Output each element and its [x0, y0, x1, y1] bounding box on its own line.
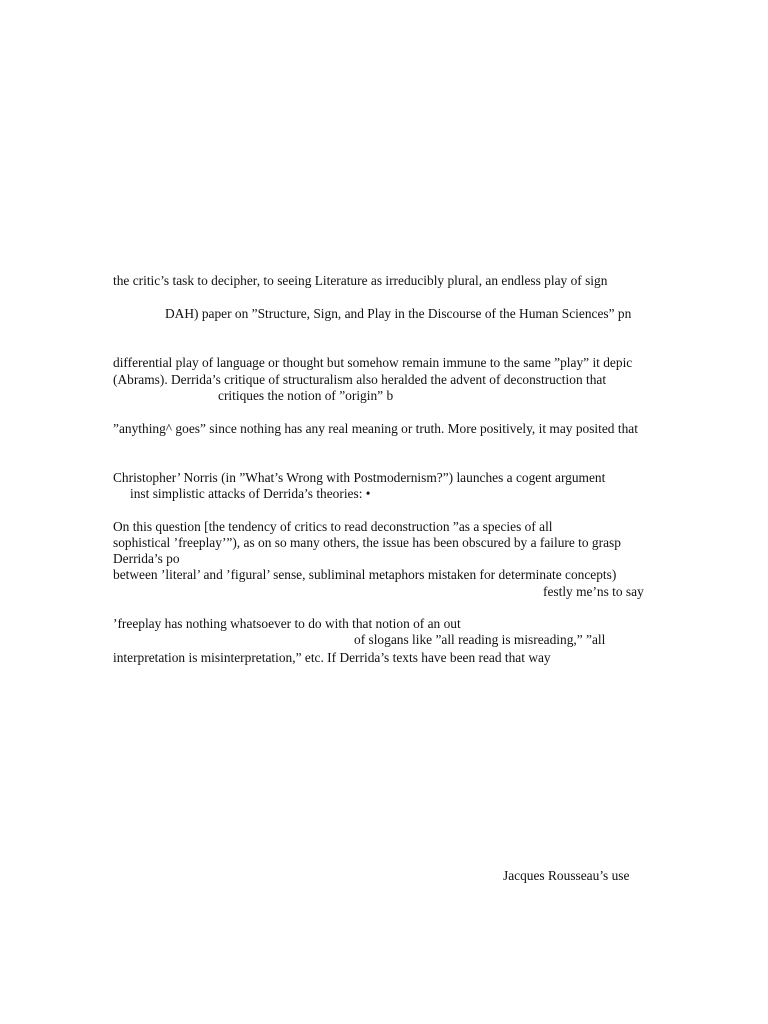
- text-line: inst simplistic attacks of Derrida’s theories: •: [130, 486, 371, 501]
- text-line: differential play of language or thought but somehow remain immune to the same ”play” it depic: [113, 355, 633, 370]
- text-line: Jacques Rousseau’s use: [503, 868, 630, 883]
- text-line: between ’literal’ and ’figural’ sense, subliminal metaphors mistaken for determinate concepts): [113, 567, 617, 582]
- text-line: of slogans like ”all reading is misreading,” ”all: [354, 632, 606, 647]
- text-line: sophistical ’freeplay’”), as on so many others, the issue has been obscured by a failure to grasp: [113, 535, 621, 550]
- text-line: Christopher’ Norris (in ”What’s Wrong with Postmodernism?”) launches a cogent argument: [113, 470, 606, 485]
- text-line: festly me’ns to say: [543, 584, 644, 599]
- text-line: Derrida’s po: [113, 551, 180, 566]
- text-line: interpretation is misinterpretation,” etc. If Derrida’s texts have been read that way: [113, 650, 551, 665]
- text-line: DAH) paper on ”Structure, Sign, and Play in the Discourse of the Human Sciences” pn: [165, 306, 632, 321]
- text-line: critiques the notion of ”origin” b: [218, 388, 394, 403]
- text-line: ”anything^ goes” since nothing has any real meaning or truth. More positively, it may posited that: [113, 421, 638, 436]
- text-line: On this question [the tendency of critics to read deconstruction ”as a species of all: [113, 519, 553, 534]
- text-line: the critic’s task to decipher, to seeing Literature as irreducibly plural, an endless play of sign: [113, 273, 608, 288]
- text-line: ’freeplay has nothing whatsoever to do with that notion of an out: [113, 616, 461, 631]
- text-line: (Abrams). Derrida’s critique of structuralism also heralded the advent of deconstruction that: [113, 372, 607, 387]
